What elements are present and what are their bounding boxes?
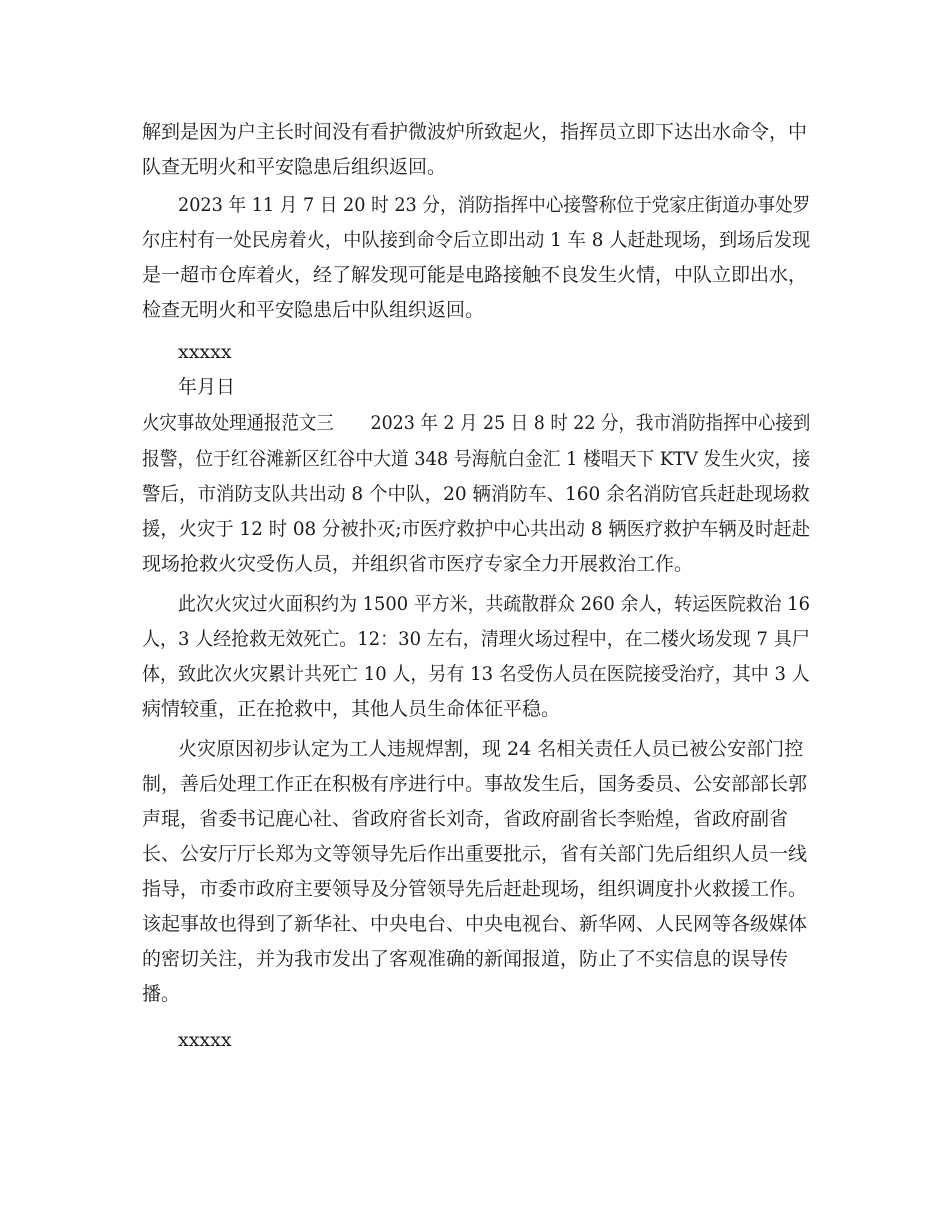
date: 年月日 [178,376,236,398]
paragraph-line: 2023 年 2 月 25 日 8 时 22 分，我市消防指挥中心接到 [370,412,811,434]
paragraph-line: 此次火灾过火面积约为 1500 平方米，共疏散群众 260 余人，转运医院救治 16 [178,593,811,615]
paragraph-line: 火灾原因初步认定为工人违规焊割，现 24 名相关责任人员已被公安部门控 [178,738,804,760]
paragraph-line: 体，致此次火灾累计共死亡 10 人，另有 13 名受伤人员在医院接受治疗，其中 3 人 [142,663,810,685]
paragraph-line: 现场抢救火灾受伤人员，并组织省市医疗专家全力开展救治工作。 [142,553,694,575]
paragraph-line: 播。 [142,983,181,1005]
paragraph-line: 声琨，省委书记鹿心社、省政府省长刘奇，省政府副省长李贻煌，省政府副省 [142,808,789,830]
paragraph-line: 指导，市委市政府主要领导及分管领导先后赶赴现场，组织调度扑火救援工作。 [142,878,808,900]
paragraph-line: 是一超市仓库着火，经了解发现可能是电路接触不良发生火情，中队立即出水， [142,264,808,286]
signature: xxxxx [178,1029,232,1051]
section-title: 火灾事故处理通报范文三 [142,412,334,434]
paragraph-line: 尔庄村有一处民房着火，中队接到命令后立即出动 1 车 8 人赶赴现场，到场后发现 [142,229,811,251]
paragraph-line: 制，善后处理工作正在积极有序进行中。事故发生后，国务委员、公安部部长郭 [142,773,808,795]
paragraph-line: 报警，位于红谷滩新区红谷中大道 348 号海航白金汇 1 楼唱天下 KTV 发生火灾，接 [142,448,811,470]
paragraph-line: 检查无明火和平安隐患后中队组织返回。 [142,299,485,321]
paragraph-line: 队查无明火和平安隐患后组织返回。 [142,156,447,178]
paragraph-line: 长、公安厅厅长郑为文等领导先后作出重要批示，省有关部门先后组织人员一线 [142,843,808,865]
paragraph-line: 解到是因为户主长时间没有看护微波炉所致起火，指挥员立即下达出水命令，中 [142,121,808,143]
paragraph-line: 的密切关注，并为我市发出了客观准确的新闻报道，防止了不实信息的误导传 [142,948,789,970]
paragraph-line: 警后，市消防支队共出动 8 个中队，20 辆消防车、160 余名消防官兵赶赴现场救 [142,483,810,505]
paragraph-line: 病情较重，正在抢救中，其他人员生命体征平稳。 [142,698,561,720]
paragraph-line: 人，3 人经抢救无效死亡。12：30 左右，清理火场过程中，在二楼火场发现 7 具尸 [142,628,810,650]
paragraph-line: 该起事故也得到了新华社、中央电台、中央电视台、新华网、人民网等各级媒体 [142,913,808,935]
paragraph-line: 2023 年 11 月 7 日 20 时 23 分，消防指挥中心接警称位于党家庄街道办事处罗 [178,194,811,216]
paragraph-line: 援，火灾于 12 时 08 分被扑灭;市医疗救护中心共出动 8 辆医疗救护车辆及时赶赴 [142,518,811,540]
signature: xxxxx [178,341,232,363]
section-heading-line [142,411,810,435]
